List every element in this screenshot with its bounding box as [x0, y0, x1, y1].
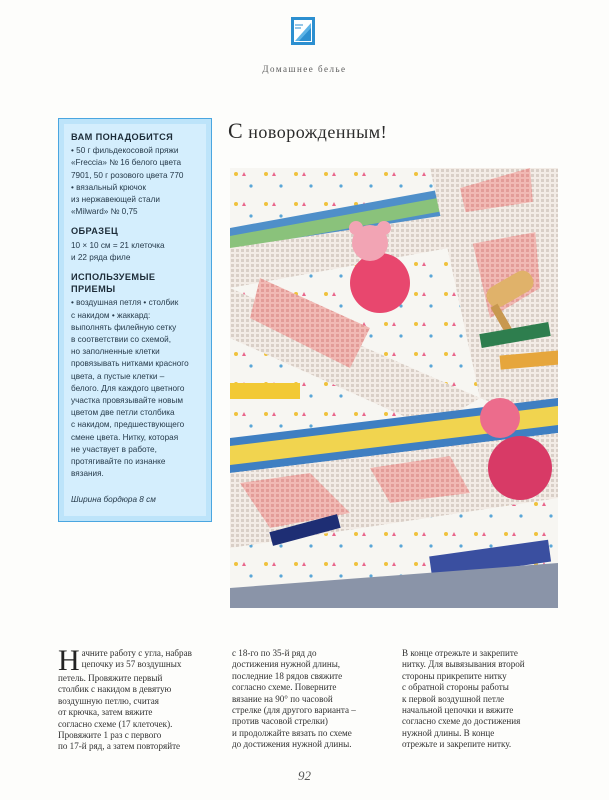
techniques-line: цветом две петли столбика: [71, 408, 175, 418]
body-line: ачните работу с угла, набрав: [81, 648, 192, 658]
techniques-line: с накидом, предшествующего: [71, 420, 185, 430]
techniques-line: белого. Для каждого цветного: [71, 383, 185, 393]
section-label: Домашнее белье: [262, 64, 347, 74]
baby-blanket-photo: [230, 168, 558, 608]
body-line: цепочку из 57 воздушных: [81, 659, 182, 670]
body-line: от крючка, затем вяжите: [58, 707, 153, 718]
body-line: начальной цепочки и вяжите: [402, 705, 514, 716]
body-line: согласно схеме. Поверните: [232, 682, 337, 693]
body-column-3: [402, 648, 548, 751]
sample-heading: ОБРАЗЕЦ: [71, 226, 119, 237]
techniques-line: выполнять филейную сетку: [71, 322, 177, 332]
body-line: стрелке (для другого варианта –: [232, 705, 356, 716]
you-need-line: • 50 г фильдекосовой пряжи: [71, 146, 179, 156]
body-column-1: [58, 644, 204, 753]
techniques-line: но заполненные клетки: [71, 347, 160, 357]
sample-line: 10 × 10 см = 21 клеточка: [71, 240, 165, 250]
page-number: 92: [298, 768, 311, 783]
body-line: с обратной стороны работы: [402, 682, 509, 693]
body-line: с 18-го по 35-й ряд до: [232, 648, 317, 658]
techniques-heading: ИСПОЛЬЗУЕМЫЕ ПРИЕМЫ: [71, 272, 156, 295]
techniques-line: смене цвета. Нитку, которая: [71, 432, 179, 442]
body-line: против часовой стрелки): [232, 716, 328, 727]
techniques-line: протягивайте по изнанке: [71, 457, 166, 467]
body-line: последние 18 рядов свяжите: [232, 670, 343, 681]
body-line: стороны прикрепите нитку: [402, 670, 507, 681]
you-need-line: «Milward» № 0,75: [71, 207, 138, 217]
body-line: вязание на 90° по часовой: [232, 693, 333, 704]
body-line: воздушную петлю, считая: [58, 695, 159, 706]
sample-line: и 22 ряда филе: [71, 252, 131, 262]
brand-logo-icon: [291, 17, 315, 45]
body-line: согласно схеме (17 клеточек).: [58, 718, 173, 729]
body-line: к первой воздушной петле: [402, 693, 505, 704]
you-need-line: • вязальный крючок: [71, 182, 146, 192]
you-need-line: «Freccia» № 16 белого цвета: [71, 158, 182, 168]
page-title: [228, 118, 387, 144]
border-width-note: Ширина бордюра 8 см: [71, 495, 156, 505]
body-line: нужной длины. В конце: [402, 727, 495, 738]
materials-sidebar-inner: [64, 124, 206, 516]
body-line: согласно схеме до достижения: [402, 716, 521, 727]
body-line: нитку. Для вывязывания второй: [402, 659, 525, 670]
techniques-line: • воздушная петля • столбик: [71, 298, 179, 308]
techniques-line: с накидом • жаккард:: [71, 310, 151, 320]
you-need-heading: ВАМ ПОНАДОБИТСЯ: [71, 132, 174, 142]
body-line: до достижения нужной длины.: [232, 739, 352, 750]
body-column-2: [232, 648, 378, 751]
techniques-line: участка провязывайте новым: [71, 396, 184, 406]
body-line: отрежьте и закрепите нитку.: [402, 739, 512, 750]
you-need-line: 7901, 50 г розового цвета 770: [71, 170, 184, 180]
title-initial: С: [228, 118, 244, 143]
you-need-line: из нержавеющей стали: [71, 195, 160, 205]
dropcap-letter: Н: [58, 644, 80, 677]
body-line: и продолжайте вязать по схеме: [232, 727, 352, 738]
techniques-line: не участвует в работе,: [71, 444, 157, 454]
techniques-line: вязания.: [71, 469, 104, 479]
body-line: достижения нужной длины,: [232, 659, 341, 670]
body-line: по 17-й ряд, а затем повторяйте: [58, 741, 181, 752]
materials-sidebar: [58, 118, 212, 522]
body-line: петель. Провяжите первый: [58, 673, 163, 683]
title-rest: новорожденным!: [243, 122, 388, 142]
techniques-line: цвета, а пустые клетки –: [71, 371, 165, 381]
techniques-line: провязывать нитками красного: [71, 359, 189, 369]
techniques-line: в соответствии со схемой,: [71, 335, 171, 345]
body-line: столбик с накидом в девятую: [58, 684, 172, 695]
body-line: В конце отрежьте и закрепите: [402, 648, 518, 658]
body-line: Провяжите 1 раз с первого: [58, 730, 162, 741]
